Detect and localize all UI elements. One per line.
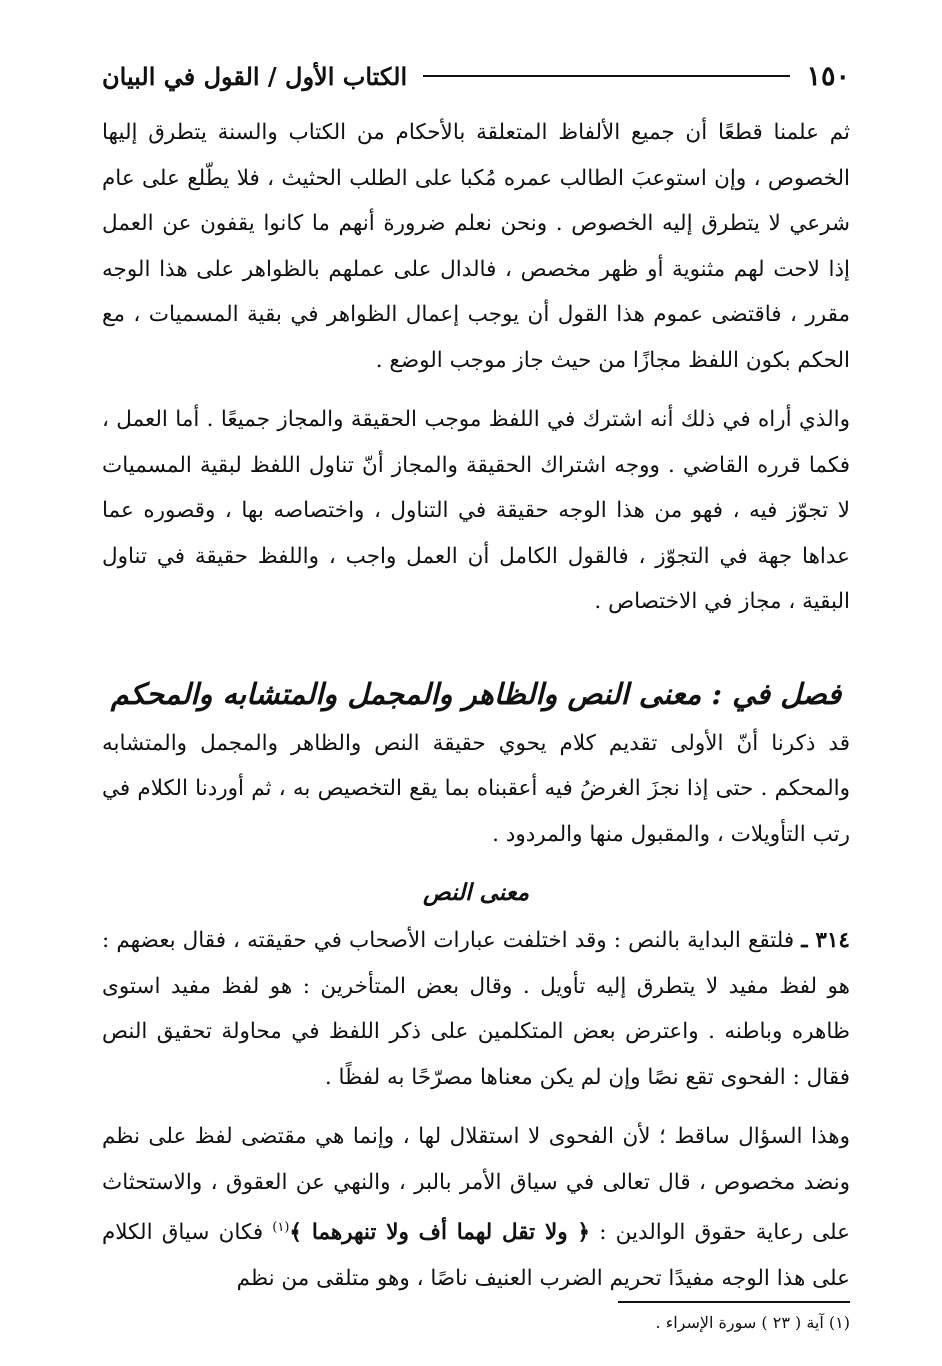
running-title: الكتاب الأول / القول في البيان [102,61,408,91]
subsection-heading: معنى النص [422,879,530,906]
body-paragraph-1: ثم علمنا قطعًا أن جميع الألفاظ المتعلقة بالأحكام من الكتاب والسنة يتطرق إليها الخصوص ، وإن استوعبَ الطالب عمره مُكبا على الطلب الحثيث ، فلا يطّلع على عام شرعي لا يتطرق إليه الخصوص . ونحن نعلم ضرورة أنهم ما كانوا يقفون عن العمل إذا لاحت لهم مثنوية أو ظهر مخصص ، فالدال على عملهم بالظواهر على هذا الوجه مقرر ، فاقتضى عموم هذا القول أن يوجب إعمال الظواهر في بقية المسميات ، مع الحكم بكون اللفظ مجازًا من حيث جاز موجب الوضع . [102,120,850,373]
footnote-reference[interactable]: (١) [272,1220,290,1235]
section-heading: فصل في : معنى النص والظاهر والمجمل والمتشابه والمحكم [110,676,842,711]
paragraph-text-after-verse: فكان سياق الكلام على هذا الوجه مفيدًا تحريم الضرب العنيف ناصًا ، وهو متلقى من نظم [102,1220,850,1291]
paragraph-number: ٣١٤ ـ [801,928,850,953]
footnote-divider [618,1301,850,1303]
paragraph-text: فلتقع البداية بالنص : وقد اختلفت عبارات الأصحاب في حقيقته ، فقال بعضهم : هو لفظ مفيد لا يتطرق إليه تأويل . وقال بعض المتأخرين : هو لفظ مفيد استوى ظاهره وباطنه . واعترض بعض المتكلمين على ذكر اللفظ في محاولة تحقيق النص فقال : الفحوى تقع نصًا وإن لم يكن معناها مصرّحًا به لفظًا . [102,928,850,1090]
page-number: ١٥٠ [806,60,850,92]
footnote: (١) آية ( ٢٣ ) سورة الإسراء . [655,1313,850,1332]
quran-verse: ﴿ ولا تقل لهما أف ولا تنهرهما ﴾ [289,1220,591,1246]
header-divider [423,75,790,77]
numbered-paragraph-314 [102,918,850,1100]
paragraph-text-before-verse: وهذا السؤال ساقط ؛ لأن الفحوى لا استقلال لها ، وإنما هي مقتضى لفظ على نظم ونضد مخصوص ، قال تعالى في سياق الأمر بالبر ، والنهي عن العقوق ، والاستحثاث على رعاية حقوق الوالدين : [102,1124,850,1246]
section-intro-paragraph: قد ذكرنا أنّ الأولى تقديم كلام يحوي حقيقة النص والظاهر والمجمل والمتشابه والمحكم . حتى إذا نجزَ الغرضُ فيه أعقبناه بما يقع التخصيص به ، ثم أوردنا الكلام في رتب التأويلات ، والمقبول منها والمردود . [102,730,850,847]
body-paragraph-2: والذي أراه في ذلك أنه اشترك في اللفظ موجب الحقيقة والمجاز جميعًا . أما العمل ، فكما قرره القاضي . ووجه اشتراك الحقيقة والمجاز أنّ تناول اللفظ لبقية المسميات لا تجوّز فيه ، فهو من هذا الوجه حقيقة في التناول ، واختصاصه بها ، وقصوره عما عداها جهة في التجوّز ، فالقول الكامل أن العمل واجب ، واللفظ حقيقة في تناول البقية ، مجاز في الاختصاص . [102,407,850,614]
body-paragraph-quran [102,1114,850,1301]
page-header [102,58,850,94]
